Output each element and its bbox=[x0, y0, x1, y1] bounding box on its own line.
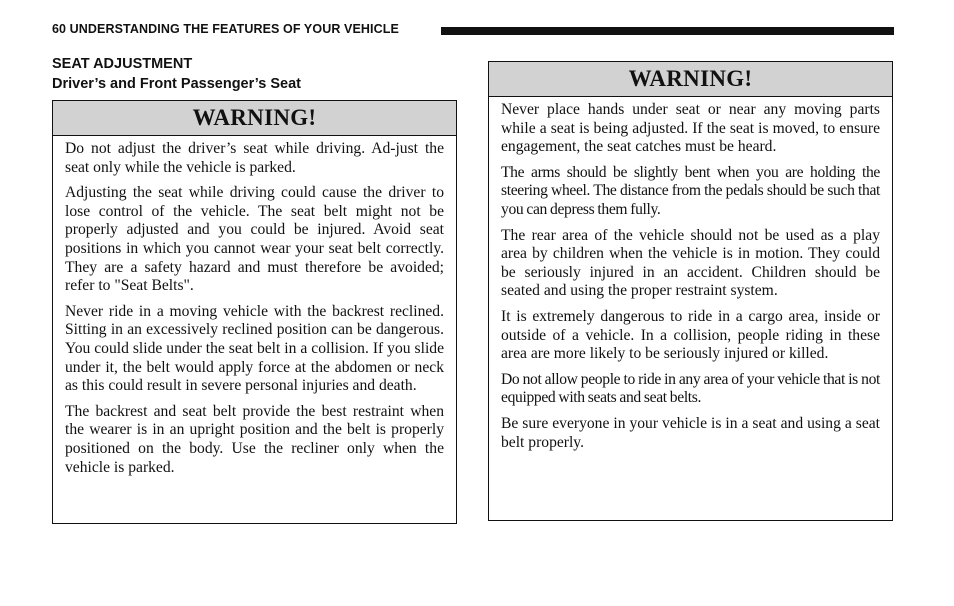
page-header bbox=[52, 22, 894, 38]
warning-heading: WARNING! bbox=[53, 101, 456, 136]
warning-paragraph: Be sure everyone in your vehicle is in a seat and using a seat belt properly. bbox=[501, 414, 880, 451]
warning-paragraph: Never place hands under seat or near any moving parts while a seat is being adjusted. If the seat is moved, to ensure engagement, the seat catches must be heard. bbox=[501, 101, 880, 156]
warning-paragraph: Never ride in a moving vehicle with the backrest reclined. Sitting in an excessively reclined position can be dangerous. You could slide under the seat belt in a collision. If you slide under it, the belt would apply force at the abdomen or neck as this could result in severe personal injuries and death. bbox=[65, 302, 444, 395]
warning-body bbox=[489, 97, 892, 452]
warning-paragraph: The arms should be slightly bent when you are holding the steering wheel. The distance from the pedals should be such that you can depress them fully. bbox=[501, 163, 880, 218]
warning-heading: WARNING! bbox=[489, 62, 892, 97]
warning-paragraph: The rear area of the vehicle should not be used as a play area by children when the vehicle is in motion. They could be seriously injured in an accident. Children should be seated and using the proper restraint system. bbox=[501, 226, 880, 300]
warning-paragraph: Do not allow people to ride in any area of your vehicle that is not equipped with seats and seat belts. bbox=[501, 370, 880, 407]
warning-paragraph: It is extremely dangerous to ride in a cargo area, inside or outside of a vehicle. In a collision, people riding in these area are more likely to be seriously injured or killed. bbox=[501, 307, 880, 363]
warning-paragraph: Adjusting the seat while driving could cause the driver to lose control of the vehicle. The seat belt might not be properly adjusted and you could be injured. Avoid seat positions in which you cannot wear your seat belt correctly. They are a safety hazard and must therefore be avoided; refer to "Seat Belts". bbox=[65, 184, 444, 295]
warning-paragraph: Do not adjust the driver’s seat while driving. Ad-just the seat only while the vehicle is parked. bbox=[65, 140, 444, 176]
warning-box-right bbox=[488, 61, 893, 521]
warning-box-left bbox=[52, 100, 457, 524]
section-subtitle: Driver’s and Front Passenger’s Seat bbox=[52, 76, 302, 92]
warning-paragraph: The backrest and seat belt provide the best restraint when the wearer is in an upright position and the belt is properly positioned on the body. Use the recliner only when the vehicle is parked. bbox=[65, 402, 444, 476]
header-rule bbox=[441, 27, 894, 35]
warning-body bbox=[53, 136, 456, 477]
section-title: SEAT ADJUSTMENT bbox=[52, 56, 193, 72]
page-header-label: 60 UNDERSTANDING THE FEATURES OF YOUR VEHICLE bbox=[52, 22, 399, 36]
